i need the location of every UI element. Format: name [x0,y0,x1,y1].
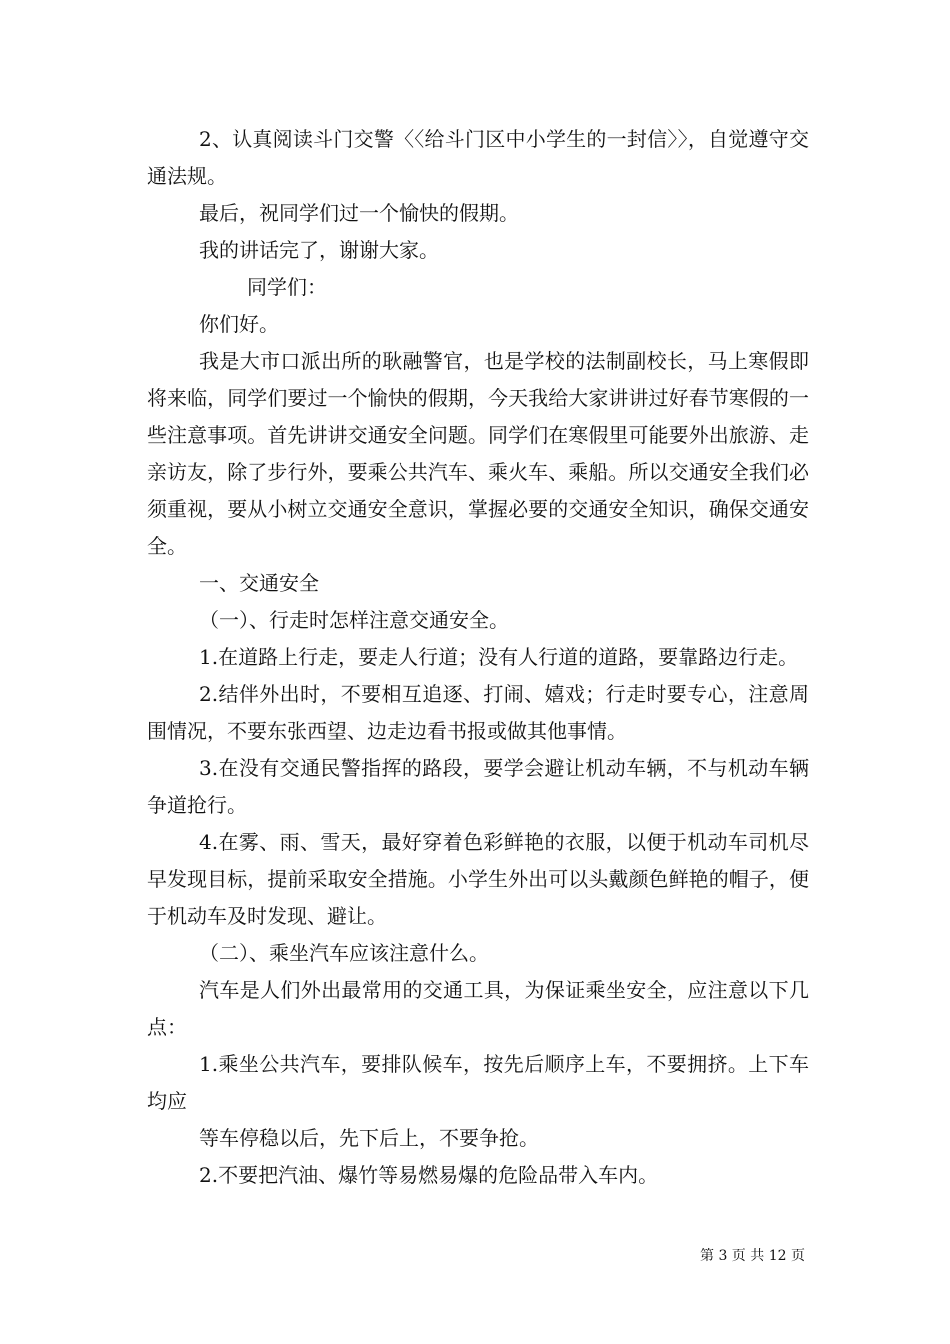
list-item: 1.在道路上行走，要走人行道；没有人行道的道路，要靠路边行走。 [199,645,799,669]
list-item: 2.不要把汽油、爆竹等易燃易爆的危险品带入车内。 [199,1163,659,1187]
paragraph: 汽车是人们外出最常用的交通工具，为保证乘坐安全，应注意以下几点： [147,978,809,1039]
page-number: 第 3 页 共 12 页 [700,1248,805,1264]
list-item: 3.在没有交通民警指挥的路段，要学会避让机动车辆，不与机动车辆争道抢行。 [147,756,809,817]
salutation: 同学们： [247,275,327,299]
greeting: 你们好。 [199,312,279,336]
paragraph: 我是大市口派出所的耿融警官，也是学校的法制副校长，马上寒假即将来临，同学们要过一个愉快的假期，今天我给大家讲讲过好春节寒假的一些注意事项。首先讲讲交通安全问题。同学们在寒假里可能要外出旅游、走亲访友，除了步行外，要乘公共汽车、乘火车、乘船。所以交通安全我们必须重视，要从小树立交通安全意识，掌握必要的交通安全知识，确保交通安全。 [147,349,809,558]
subsection-heading: （二）、乘坐汽车应该注意什么。 [199,941,489,965]
paragraph: 最后，祝同学们过一个愉快的假期。 [199,201,519,225]
paragraph: 2、认真阅读斗门交警〈〈给斗门区中小学生的一封信〉〉，自觉遵守交通法规。 [147,127,809,188]
paragraph: 等车停稳以后，先下后上，不要争抢。 [199,1126,539,1150]
list-item: 4.在雾、雨、雪天，最好穿着色彩鲜艳的衣服，以便于机动车司机尽早发现目标，提前采取安全措施。小学生外出可以头戴颜色鲜艳的帽子，便于机动车及时发现、避让。 [147,830,809,928]
section-heading: 一、交通安全 [199,571,319,595]
subsection-heading: （一）、行走时怎样注意交通安全。 [199,608,509,632]
list-item: 2.结伴外出时，不要相互追逐、打闹、嬉戏；行走时要专心，注意周围情况，不要东张西望、边走边看书报或做其他事情。 [147,682,809,743]
document-body [147,121,809,1194]
paragraph: 我的讲话完了，谢谢大家。 [199,238,439,262]
list-item: 1.乘坐公共汽车，要排队候车，按先后顺序上车，不要拥挤。上下车均应 [147,1052,809,1113]
